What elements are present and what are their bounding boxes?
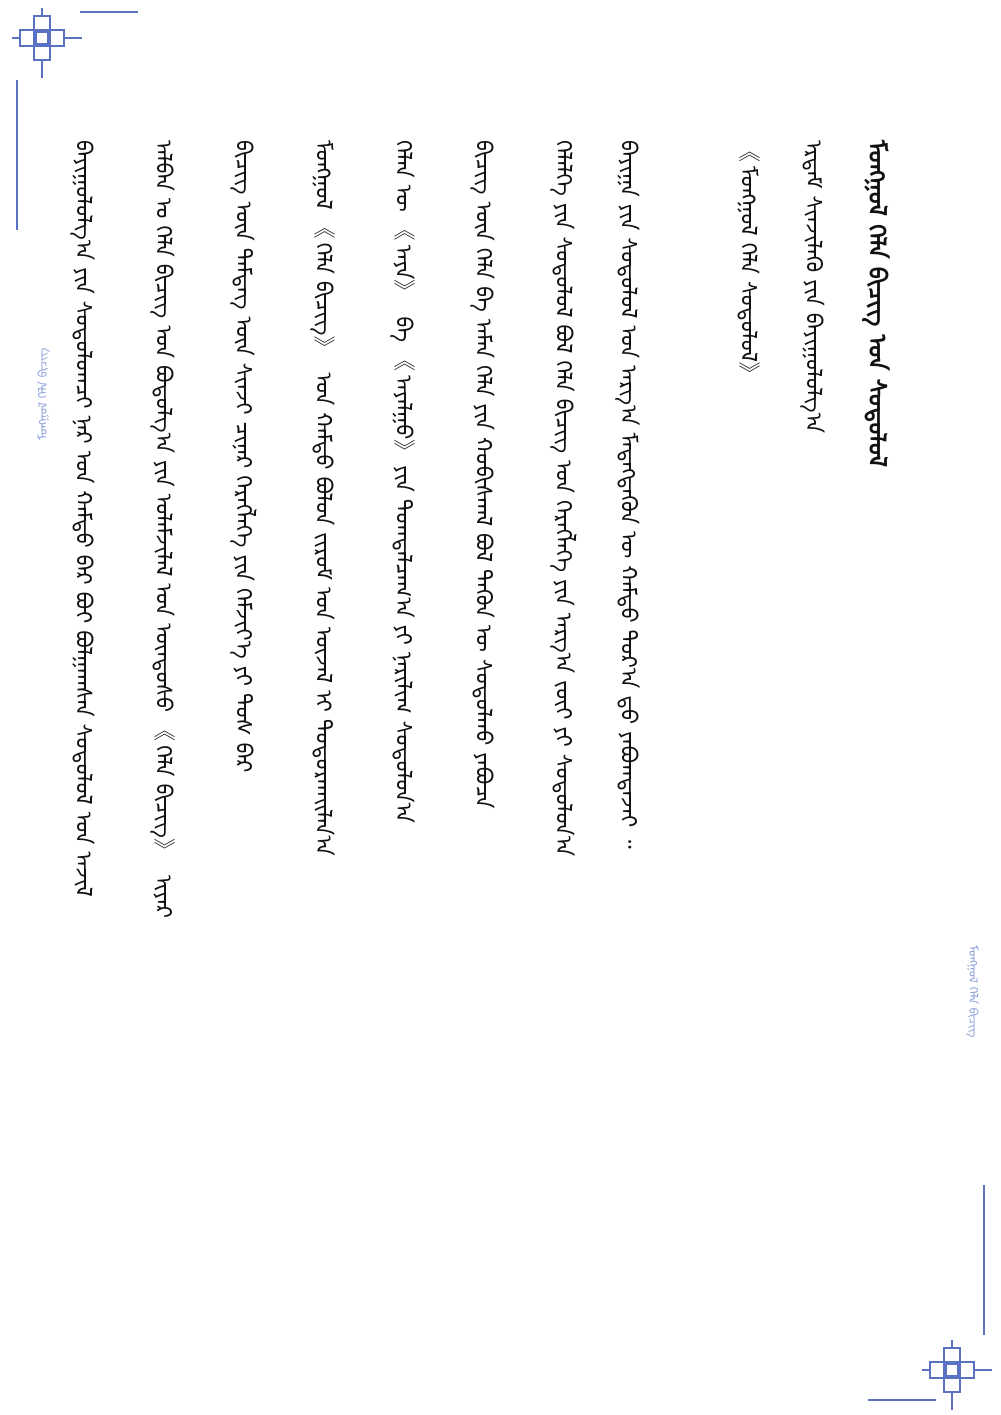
- text-column-9: ᠪᠢᠴᠢᠭ᠌ ᠦᠨ ᠲᠡᠮᠳᠡᠭ ᠦᠨ ᠰᠢᠨᠵᠢ ᠴᠢᠨᠠᠷ ᠬᠡᠷᠡᠭᠯᠡᠭᠡ ᠶᠢᠨ ᠬᠡᠮᠵᠢᠶ᠎ᠡ ᠶᠢ ᠲᠤᠰ ᠪᠠᠷ: [230, 140, 255, 773]
- text-column-2: ᠡᠷᠳᠡᠮ ᠰᠢᠨᠵᠢᠯᠡᠬᠦ ᠶᠢᠨ ᠪᠠᠶᠢᠭᠤᠯᠤᠯᠭ᠎ᠠ: [800, 140, 825, 434]
- text-column-6: ᠪᠢᠴᠢᠭ᠌ ᠦᠨ ᠬᠡᠯᠡ ᠪᠠ ᠠᠮᠠᠨ ᠬᠡᠯᠡ ᠶᠢᠨ ᠬᠤᠪᠢᠰᠬᠠᠯ ᠪᠣᠯ ᠲᠡᠭᠦᠨ ᠦ ᠰᠤᠳᠤᠯᠬᠤ ᠶᠠᠪᠤᠴᠠ: [470, 140, 495, 809]
- text-column-10: ᠠᠯᠪᠠᠨ ᠤ ᠬᠡᠯᠡ ᠪᠢᠴᠢᠭ᠌ ᠤᠨ ᠪᠣᠳᠣᠯᠭ᠎ᠠ ᠶᠢᠨ ᠤᠯᠠᠮᠵᠢᠯᠠᠯ ᠤᠨ ᠦᠨᠳᠦᠰᠦ 《ᠬᠡᠯᠡ ᠪᠢᠴᠢᠭ᠌》 ᠢᠶᠡᠷ: [150, 140, 175, 919]
- running-header-left-text: ᠮᠣᠩᠭᠣᠯ ᠬᠡᠯᠡ ᠪᠢᠴᠢᠭ᠌: [36, 347, 50, 440]
- corner-knot-top-left: [12, 8, 82, 78]
- running-header-right-text: ᠮᠣᠩᠭᠣᠯ ᠬᠡᠯᠡ ᠪᠢᠴᠢᠭ᠌: [966, 945, 980, 1038]
- frame-top-line: [80, 11, 138, 13]
- running-header-right: [965, 945, 986, 1037]
- text-column-8: ᠮᠣᠩᠭᠣᠯ 《ᠬᠡᠯᠡ ᠪᠢᠴᠢᠭ᠌》 ᠤᠨ ᠬᠠᠮᠲᠤ ᠪᠣᠯᠤᠨ ᠵᠢᠷᠤᠮ ᠤᠨ ᠦᠵᠡᠯ ᠢ ᠲᠣᠳᠣᠷᠬᠠᠢᠯᠠᠨ᠎ᠠ: [310, 140, 335, 856]
- text-column-11: ᠪᠠᠶᠢᠭᠤᠯᠤᠯᠭ᠎ᠠ ᠶᠢᠨ ᠰᠤᠳᠤᠯᠤᠭᠴᠢ ᠨᠠᠷ ᠤᠨ ᠬᠠᠮᠲᠤ ᠪᠠᠷ ᠪᠤᠢ ᠪᠣᠯᠭᠠᠭᠰᠠᠨ ᠰᠤᠳᠤᠯᠤᠯ ᠤᠨ ᠠᠵᠢᠯ: [70, 140, 95, 897]
- frame-left-line: [16, 80, 18, 230]
- body-text: [60, 140, 950, 1340]
- text-column-4: ᠪᠠᠶᠢᠭᠠ ᠶᠢᠨ ᠰᠤᠳᠤᠯᠤᠯ ᠤᠨ ᠠᠷᠭ᠎ᠠ ᠮᠡᠳᠡᠭᠳᠡᠬᠦᠨ ᠦ ᠬᠠᠮᠲᠤ ᠳᠤᠷ᠎ᠠ ᠳ᠋ᠤ ᠶᠠᠪᠤᠭᠳᠠᠵᠠᠢ ᠃: [615, 140, 640, 849]
- text-column-7: ᠬᠡᠯᠡᠨ ᠦ 《ᠠᠶᠠ》 ᠪᠠ 《ᠠᠶᠠᠯᠭᠤ》ᠶᠢᠨ ᠲᠣᠭᠲᠠᠯᠴᠠᠭ᠎ᠠ ᠶᠢ ᠨᠠᠷᠢᠯᠢᠭ ᠰᠤᠳᠤᠯᠤᠨ᠎ᠠ: [390, 140, 415, 823]
- corner-knot-bottom-right: [922, 1340, 992, 1410]
- text-column-3: 《ᠮᠣᠩᠭᠣᠯ ᠬᠡᠯᠡ ᠰᠤᠳᠤᠯᠤᠯ》: [735, 140, 760, 388]
- text-column-5: ᠬᠡᠯᠡᠯᠭᠡ ᠶᠢᠨ ᠰᠤᠳᠤᠯᠤᠯ ᠪᠣᠯ ᠬᠡᠯᠡ ᠪᠢᠴᠢᠭ᠌ ᠤᠨ ᠬᠡᠷᠡᠭᠯᠡᠭᠡ ᠶᠢᠨ ᠠᠷᠭ᠎ᠠ ᠵᠦᠢ ᠶᠢ ᠰᠤᠳᠤᠯᠤᠨ᠎ᠠ: [550, 140, 575, 857]
- text-column-1: ᠮᠣᠩᠭᠣᠯ ᠬᠡᠯᠡ ᠪᠢᠴᠢᠭ᠌ ᠤᠨ ᠰᠤᠳᠤᠯᠤᠯ: [863, 140, 892, 468]
- running-header-left: [30, 348, 51, 440]
- frame-right-line: [983, 1185, 985, 1335]
